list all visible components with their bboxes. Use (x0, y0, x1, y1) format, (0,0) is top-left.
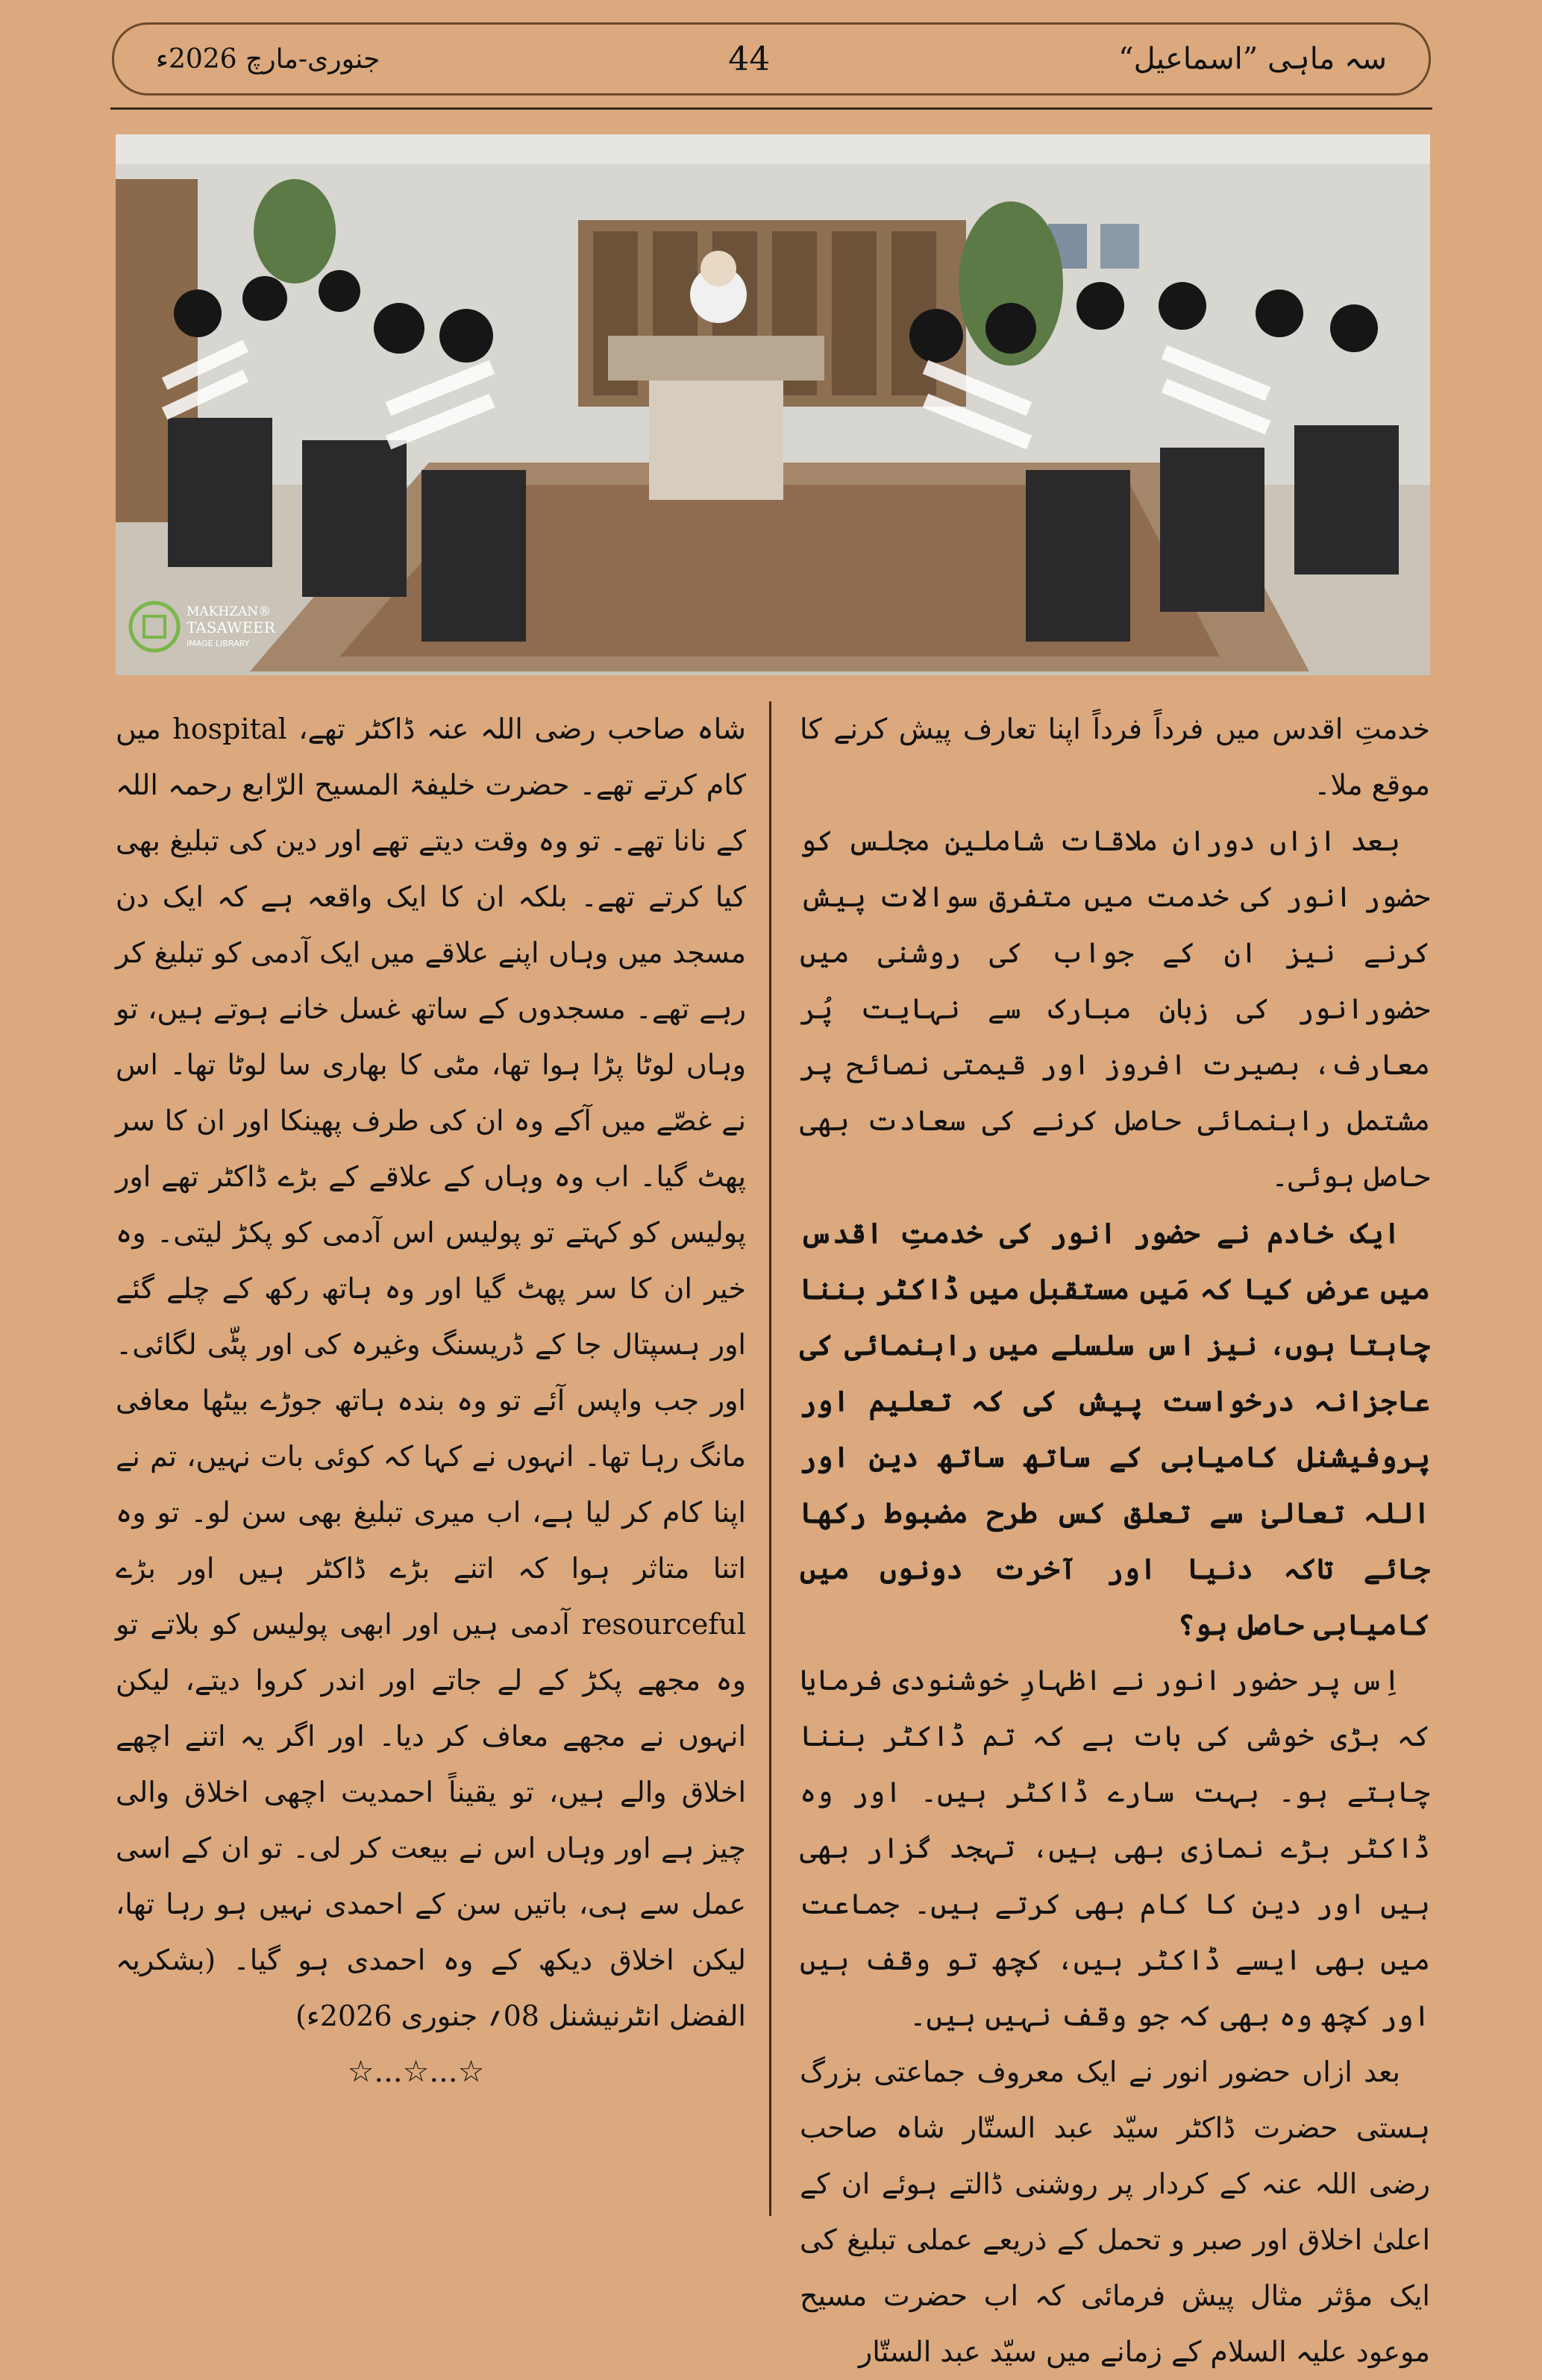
left-column (116, 701, 746, 2216)
end-stars: ☆...☆...☆ (347, 2055, 485, 2089)
header-rule (110, 107, 1432, 110)
watermark-line2: TASAWEER (187, 619, 275, 636)
issue-date: جنوری-مارچ 2026ء (156, 43, 380, 75)
column-divider (769, 701, 771, 2216)
page-number: 44 (728, 40, 771, 78)
paragraph: اِس پر حضور انور نے اظہارِ خوشنودی فرمایا کہ بڑی خوشی کی بات ہے کہ تم ڈاکٹر بننا چاہتے ہو۔ بہت سارے ڈاکٹر ہیں۔ اور وہ ڈاکٹر بڑے نمازی بھی ہیں، تہجد گزار بھی ہیں اور دین کا کام بھی کرتے ہیں۔ جماعت میں بھی ایسے ڈاکٹر ہیں، کچھ تو وقف ہیں اور کچھ وہ بھی کہ جو وقف نہیں ہیں۔ (800, 1664, 1430, 2032)
paragraph: بعد ازاں دورانِ ملاقات شاملینِ مجلس کو حضور انور کی خدمت میں متفرق سوالات پیش کرنے نیز ان کے جواب کی روشنی میں حضورانور کی زبانِ مبارک سے نہایت پُر معارف، بصیرت افروز اور قیمتی نصائح پر مشتمل راہنمائی حاصل کرنے کی سعادت بھی حاصل ہوئی۔ (800, 824, 1430, 1193)
paragraph: شاہ صاحب رضی اللہ عنہ ڈاکٹر تھے، hospital میں کام کرتے تھے۔ حضرت خلیفۃ المسیح الرّابع رحمہ اللہ کے نانا تھے۔ تو وہ وقت دیتے تھے اور دین کی تبلیغ بھی کیا کرتے تھے۔ بلکہ ان کا ایک واقعہ ہے کہ ایک دن مسجد میں وہاں اپنے علاقے میں ایک آدمی کو تبلیغ کر رہے تھے۔ مسجدوں کے ساتھ غسل خانے ہوتے ہیں، تو وہاں لوٹا پڑا ہوا تھا، مٹی کا بھاری سا لوٹا تھا۔ اس نے غصّے میں آکے وہ ان کی طرف پھینکا اور ان کا سر پھٹ گیا۔ اب وہ وہاں کے علاقے کے بڑے ڈاکٹر تھے اور پولیس کو کہتے تو پولیس اس آدمی کو پکڑ لیتی۔ وہ خیر ان کا سر پھٹ گیا اور وہ ہاتھ رکھ کے چلے گئے اور ہسپتال جا کے ڈریسنگ وغیرہ کی اور پٹّی لگائی۔ اور جب واپس آئے تو وہ بندہ ہاتھ جوڑے بیٹھا معافی مانگ رہا تھا۔ انہوں نے کہا کہ کوئی بات نہیں، تم نے اپنا کام کر لیا ہے، اب میری تبلیغ بھی سن لو۔ تو وہ اتنا متاثر ہوا کہ اتنے بڑے ڈاکٹر ہیں اور بڑے resourceful آدمی ہیں اور ابھی پولیس کو بلاتے تو وہ مجھے پکڑ کے لے جاتے اور اندر کروا دیتے، لیکن انہوں نے مجھے معاف کر دیا۔ اور اگر یہ اتنے اچھے اخلاق والے ہیں، تو یقیناً احمدیت اچھی اخلاق والی چیز ہے اور وہاں اس نے بیعت کر لی۔ تو ان کے اسی عمل سے ہی، باتیں سن کے احمدی نہیں ہو رہا تھا، لیکن اخلاق دیکھ کے وہ احمدی ہو گیا۔ (بشکریہ الفضل انٹرنیشنل 08؍ جنوری 2026ء) (116, 713, 746, 2032)
paragraph: خدمتِ اقدس میں فرداً فرداً اپنا تعارف پیش کرنے کا موقع ملا۔ (800, 713, 1430, 801)
article-columns (116, 701, 1430, 2368)
watermark-line3: IMAGE LIBRARY (187, 639, 250, 648)
publication-title: سہ ماہی ”اسماعیل“ (1118, 42, 1387, 76)
page-header (112, 22, 1431, 95)
right-column (800, 701, 1430, 2368)
watermark-line1: MAKHZAN® (187, 604, 272, 619)
paragraph: بعد ازاں حضور انور نے ایک معروف جماعتی بزرگ ہستی حضرت ڈاکٹر سیّد عبد الستّار شاہ صاحب رضی اللہ عنہ کے کردار پر روشنی ڈالتے ہوئے ان کے اعلیٰ اخلاق اور صبر و تحمل کے ذریعے عملی تبلیغ کی ایک مؤثر مثال پیش فرمائی کہ اب حضرت مسیح موعود علیہ السلام کے زمانے میں سیّد عبد الستّار (800, 2055, 1430, 2368)
meeting-photo (116, 134, 1430, 675)
question-paragraph: ایک خادم نے حضور انور کی خدمتِ اقدس میں عرض کیا کہ مَیں مستقبل میں ڈاکٹر بننا چاہتا ہوں، نیز اس سلسلے میں راہنمائی کی عاجزانہ درخواست پیش کی کہ تعلیم اور پروفیشنل کامیابی کے ساتھ ساتھ دین اور اللہ تعالیٰ سے تعلق کس طرح مضبوط رکھا جائے تاکہ دنیا اور آخرت دونوں میں کامیابی حاصل ہو؟ (800, 1216, 1430, 1641)
